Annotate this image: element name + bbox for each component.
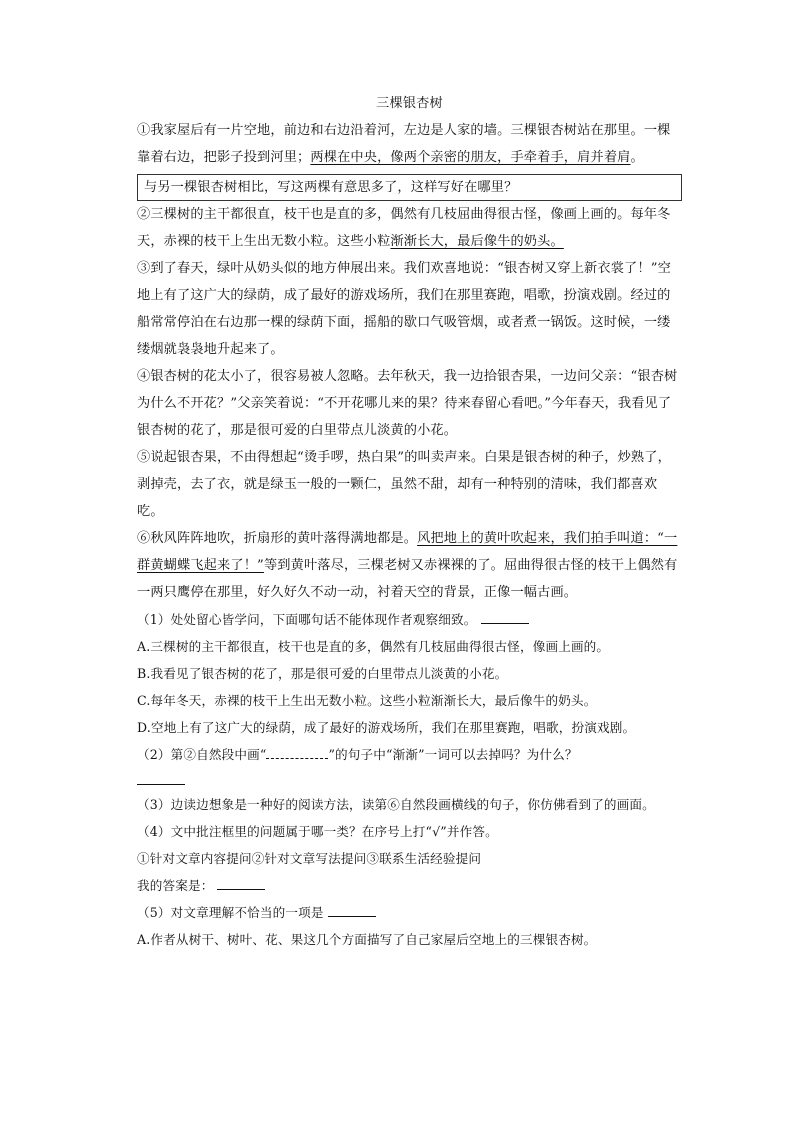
- paragraph-4: ④银杏树的花太小了，很容易被人忽略。去年秋天，我一边拾银杏果，一边问父亲：“银杏树为什么不开花？”父亲笑着说：“不开花哪儿来的果？待来春留心看吧。”今年春天，我看见了银杏树的花了，那是很可爱的白里带点儿淡黄的小花。: [137, 369, 678, 438]
- paragraph-1-underlined: 两棵在中央，像两个亲密的朋友，手牵着手，肩并着肩: [310, 150, 631, 165]
- q1-option-d: D.空地上有了这广大的绿荫，成了最好的游戏场所，我们在那里赛跑，唱歌，扮演戏剧。: [137, 720, 636, 735]
- question-1-stem: （1）处处留心皆学问，下面哪句话不能体现作者观察细致。: [137, 612, 477, 627]
- q1-option-c: C.每年冬天，赤裸的枝干上生出无数小粒。这些小粒渐渐长大，最后像牛的奶头。: [137, 693, 597, 708]
- paragraph-2: [137, 201, 682, 255]
- dashed-blank: [266, 746, 328, 759]
- paragraph-6-text: ⑥秋风阵阵地吹，折扇形的黄叶落得满地都是。: [137, 531, 418, 546]
- paragraph-6-underlined: 风把地上的黄叶吹起来，我们拍手叫道：“一群黄蝴蝶飞起来了！”: [137, 531, 678, 573]
- question-5-stem: （5）对文章理解不恰当的一项是: [137, 905, 324, 920]
- annotation-text: 与另一棵银杏树相比，写这两棵有意思多了，这样写好在哪里？: [144, 180, 518, 195]
- answer-blank[interactable]: [217, 877, 265, 890]
- paragraph-5: ⑤说起银杏果，不由得想起“烫手啰，热白果”的叫卖声来。白果是银杏树的种子，炒熟了，剥掉壳，去了衣，就是绿玉一般的一颗仁，虽然不甜，却有一种特别的清味，我们都喜欢吃。: [137, 450, 671, 519]
- answer-blank[interactable]: [481, 611, 529, 624]
- paragraph-6-end: 等到黄叶落尽，三棵老树又赤裸裸的了。屈曲得很古怪的枝干上偶然有一两只鹰停在那里，好久好久不动一动，衬着天空的背景，正像一幅古画。: [137, 558, 678, 600]
- q1-option-b: B.我看见了银杏树的花了，那是很可爱的白里带点儿淡黄的小花。: [137, 666, 508, 681]
- question-2: [137, 741, 682, 768]
- article-title: 三棵银杏树: [376, 96, 443, 111]
- question-2-text: （2）第②自然段中画“: [137, 747, 267, 762]
- paragraph-2-underlined: 渐渐: [390, 234, 418, 249]
- answer-blank[interactable]: [328, 904, 376, 917]
- article-content: [137, 90, 682, 953]
- question-4: （4）文中批注框里的问题属于哪一类？在序号上打“√”并作答。: [137, 824, 498, 839]
- question-1: [137, 606, 682, 633]
- paragraph-1-end: 。: [630, 150, 644, 165]
- paragraph-1-text: ①我家屋后有一片空地，前边和右边沿着河，左边是人家的墙。三棵银杏树站在那里。一棵靠着右边，把影子投到河里；: [137, 123, 671, 165]
- q5-option-a: A.作者从树干、树叶、花、果这几个方面描写了自己家屋后空地上的三棵银杏树。: [137, 932, 597, 947]
- paragraph-2-end: 长大，最后像牛的奶头。: [417, 234, 564, 249]
- paragraph-1: [137, 117, 682, 171]
- paragraph-3: ③到了春天，绿叶从奶头似的地方伸展出来。我们欢喜地说：“银杏树又穿上新衣裳了！”空地上有了这广大的绿荫，成了最好的游戏场所，我们在那里赛跑，唱歌，扮演戏剧。经过的船常常停泊在右边那一棵的绿荫下面，摇船的歇口气吸管烟，或者煮一锅饭。这时候，一缕缕烟就袅袅地升起来了。: [137, 261, 671, 357]
- question-2-end: ”的句子中“渐渐”一词可以去掉吗？为什么？: [328, 747, 578, 762]
- question-3: （3）边读边想象是一种好的阅读方法，读第⑥自然段画横线的句子，你仿佛看到了的画面。: [137, 797, 655, 812]
- paragraph-2-text: ②三棵树的主干都很直，枝干也是直的多，偶然有几枝屈曲得很古怪，像画上画的。每年冬天，赤裸的枝干上生出无数小粒。这些小粒: [137, 207, 671, 249]
- answer-label: 我的答案是：: [137, 878, 214, 893]
- questions: [137, 606, 682, 953]
- annotation-box: [137, 174, 682, 201]
- question-5: [137, 899, 682, 926]
- answer-blank[interactable]: [137, 768, 185, 785]
- question-4-choices: ①针对文章内容提问②针对文章写法提问③联系生活经验提问: [137, 851, 482, 866]
- paragraph-6: [137, 525, 682, 606]
- q1-option-a: A.三棵树的主干都很直，枝干也是直的多，偶然有几枝屈曲得很古怪，像画上画的。: [137, 639, 610, 654]
- question-4-answer: [137, 872, 682, 899]
